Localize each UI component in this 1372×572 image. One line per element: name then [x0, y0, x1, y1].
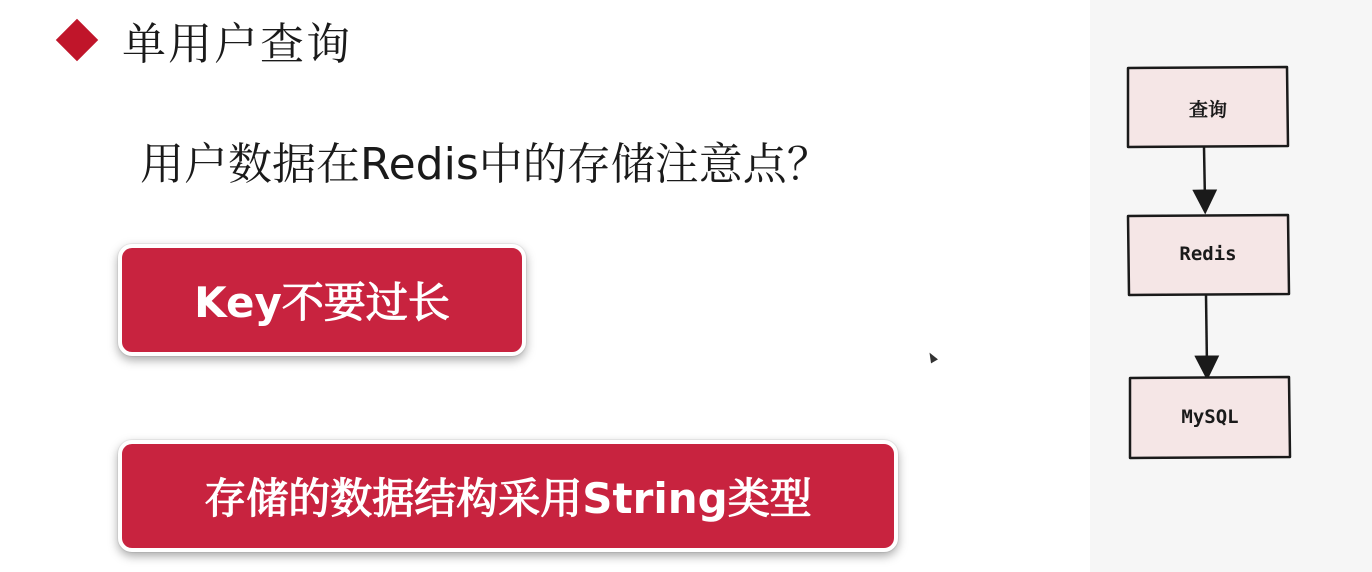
point-key-length: [118, 244, 526, 356]
flow-node-query-label: 查询: [1188, 99, 1227, 121]
mouse-cursor-icon: [926, 351, 938, 364]
diamond-bullet-icon: [56, 19, 98, 61]
point-string-structure: [118, 440, 898, 552]
point-label: Key不要过长: [194, 278, 450, 327]
question-text: 用户数据在Redis中的存储注意点？: [140, 139, 831, 190]
title-row: [56, 12, 352, 68]
slide-title: 单用户查询: [122, 19, 352, 70]
flow-arrow-query-to-redis: [1204, 147, 1205, 202]
point-label: 存储的数据结构采用String类型: [204, 474, 812, 523]
flow-diagram: [1090, 0, 1372, 572]
flow-node-redis-label: Redis: [1179, 243, 1237, 265]
flow-arrow-redis-to-mysql: [1206, 295, 1207, 368]
flow-node-mysql-label: MySQL: [1181, 406, 1239, 428]
